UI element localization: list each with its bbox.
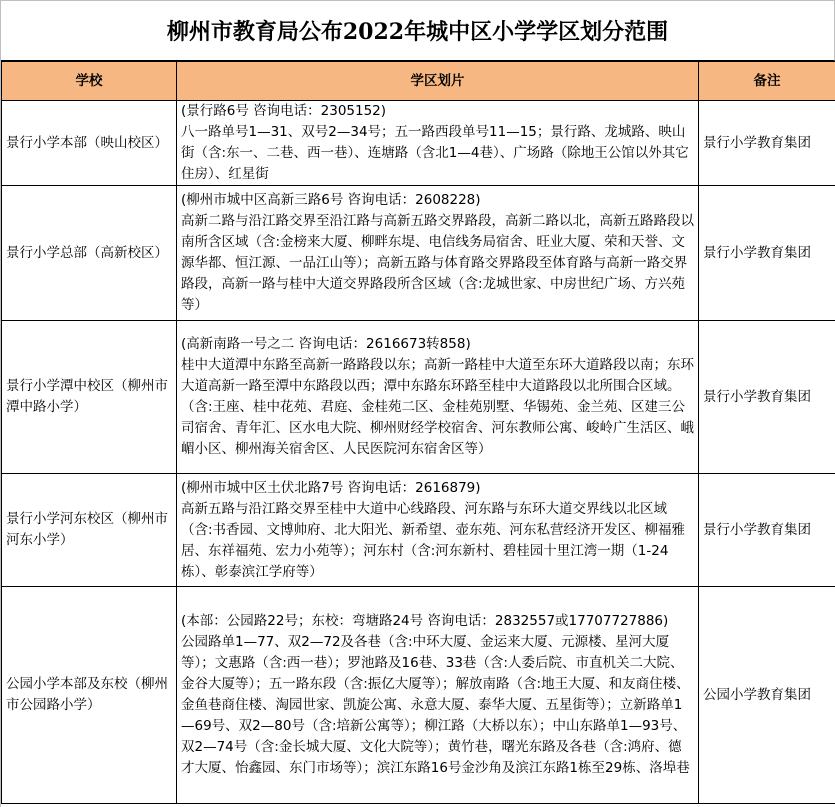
zone-contact: (柳州市城中区土伏北路7号 咨询电话：2616879) <box>181 479 481 496</box>
note-cell[interactable]: 公园小学教育集团 <box>699 587 835 804</box>
zone-range: 公园路单1—77、双2—72及各巷（含:中环大厦、金运来大厦、元源楼、星河大厦等）；文惠路（含:西一巷）；罗池路及16巷、33巷（含:人委后院、市直机关二大院、金谷大厦等）；五一路东段（含:振亿大厦等）；解放南路（含:地王大厦、和友商住楼、金鱼巷商住楼、淘园世家、凯旋公寓、永意大厦、泰华大厦、五星街等）；立新路单1—69号、双2—80号（含:培新公寓等）；柳江路（大桥以东）；中山东路单1—93号、双2—74号（含:金长城大厦、文化大院等）；黄竹巷，曙光东路及各巷（含:鸿府、德才大厦、怡鑫园、东门市场等）；滨江东路16号金沙角及滨江东路1栋至29栋、洛埠巷 <box>181 634 690 776</box>
zone-contact: (柳州市城中区高新三路6号 咨询电话：2608228) <box>181 192 481 208</box>
school-cell[interactable]: 公园小学本部及东校（柳州市公园路小学） <box>2 587 177 804</box>
header-row <box>2 62 835 101</box>
table-row <box>2 321 835 474</box>
school-cell[interactable]: 景行小学河东校区（柳州市河东小学） <box>2 474 177 587</box>
page-title: 柳州市教育局公布2022年城中区小学学区划分范围 <box>1 1 835 61</box>
school-cell[interactable]: 景行小学总部（高新校区） <box>2 186 177 321</box>
zone-cell[interactable] <box>177 101 699 186</box>
school-cell[interactable]: 景行小学潭中校区（柳州市潭中路小学） <box>2 321 177 474</box>
zone-contact: (本部：公园路22号；东校：弯塘路24号 咨询电话：2832557或17707727886) <box>181 613 669 629</box>
zone-contact: (景行路6号 咨询电话：2305152) <box>181 103 387 119</box>
header-note[interactable]: 备注 <box>699 62 835 101</box>
zone-range: 高新二路与沿江路交界至沿江路与高新五路交界路段，高新二路以北，高新五路路段以南所含区域（含:金榜来大厦、柳畔东堤、电信线务局宿舍、旺业大厦、荣和天誉、文源华都、恒江源、一品江山等）；高新五路与体育路交界路段至体育路与高新一路交界路段，高新一路与桂中大道交界路段所含区域（含:龙城世家、中房世纪广场、方兴苑等） <box>181 213 694 313</box>
zone-range: 桂中大道潭中东路至高新一路路段以东；高新一路桂中大道至东环大道路段以南；东环大道高新一路至潭中东路段以西；潭中东路东环路至桂中大道路段以北所围合区域。（含:王座、桂中花苑、君庭、金桂苑二区、金桂苑别墅、华锡苑、金兰苑、区建三公司宿舍、青年汇、区水电大院、柳州财经学校宿舍、河东教师公寓、峻岭广生活区、峨嵋小区、柳州海关宿舍区、人民医院河东宿舍区等） <box>181 357 694 457</box>
zone-range: 高新五路与沿江路交界至桂中大道中心线路段、河东路与东环大道交界线以北区域（含:书香园、文博帅府、北大阳光、新希望、壶东苑、河东私营经济开发区、柳福雅居、东祥福苑、宏力小苑等）；河东村（含:河东新村、碧桂园十里江湾一期（1-24栋）、彰泰滨江学府等） <box>181 500 686 580</box>
note-cell[interactable]: 景行小学教育集团 <box>699 101 835 186</box>
zone-contact: (高新南路一号之二 咨询电话：2616673转858) <box>181 336 471 352</box>
table-row <box>2 587 835 804</box>
zone-range: 八一路单号1—31、双号2—34号；五一路西段单号11—15；景行路、龙城路、映山街（含:东一、二巷、西一巷）、连塘路（含北1—4巷）、广场路（除地王公馆以外其它住房）、红星街 <box>181 124 689 182</box>
zone-cell[interactable] <box>177 587 699 804</box>
zone-cell[interactable] <box>177 474 699 587</box>
note-cell[interactable]: 景行小学教育集团 <box>699 474 835 587</box>
note-cell[interactable]: 景行小学教育集团 <box>699 186 835 321</box>
zone-cell[interactable] <box>177 321 699 474</box>
table-row <box>2 101 835 186</box>
table-row <box>2 474 835 587</box>
note-cell[interactable]: 景行小学教育集团 <box>699 321 835 474</box>
table-row <box>2 186 835 321</box>
header-school[interactable]: 学校 <box>2 62 177 101</box>
zone-cell[interactable] <box>177 186 699 321</box>
district-table <box>1 61 835 804</box>
header-zone[interactable]: 学区划片 <box>177 62 699 101</box>
school-cell[interactable]: 景行小学本部（映山校区） <box>2 101 177 186</box>
